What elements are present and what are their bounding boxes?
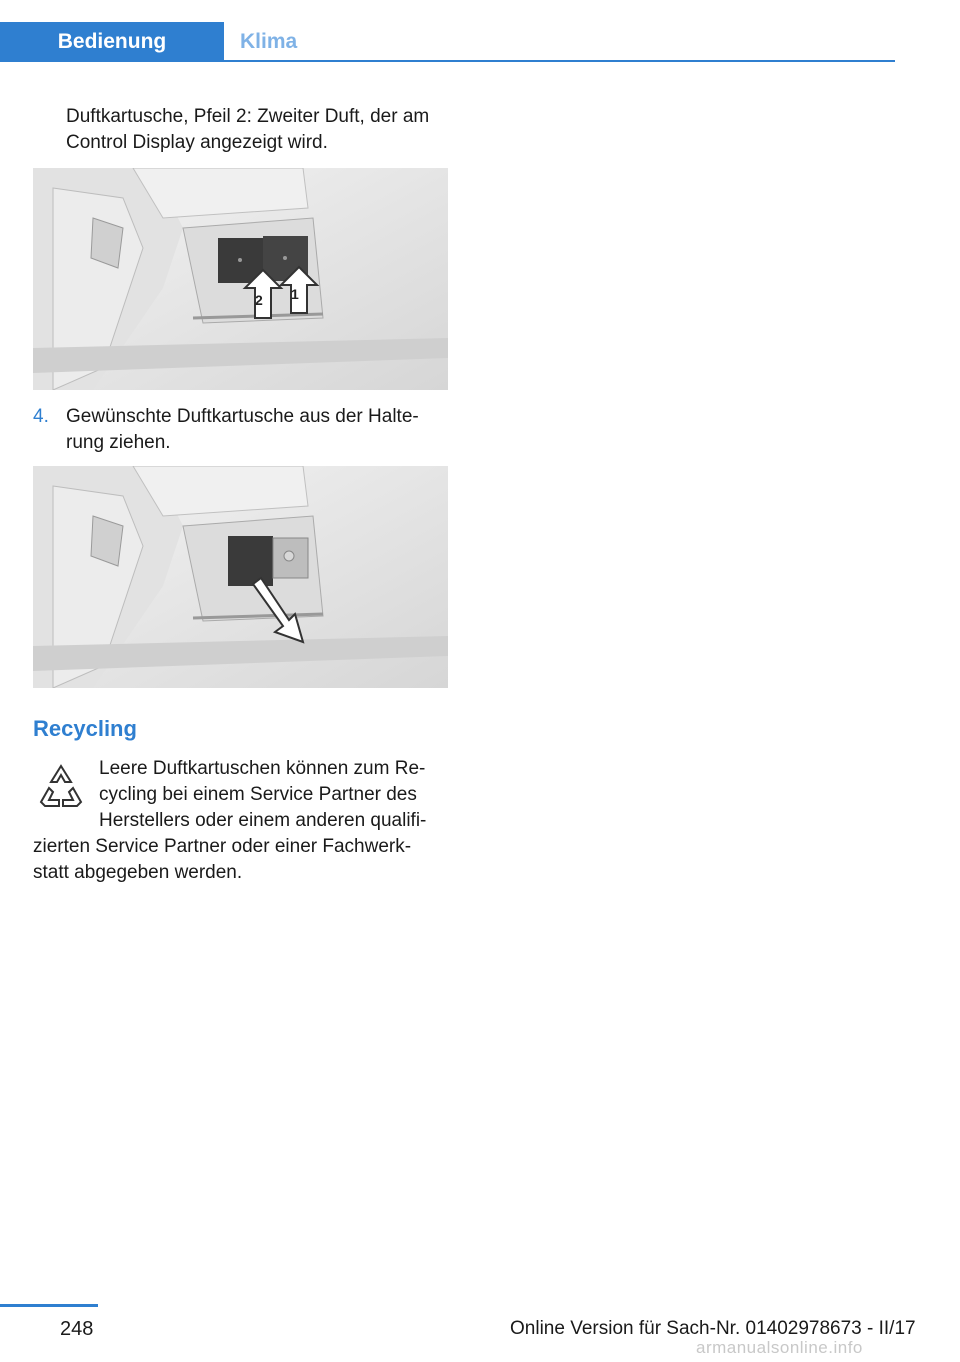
intro-line-1: Duftkartusche, Pfeil 2: Zweiter Duft, der am [66, 106, 430, 127]
step-number: 4. [33, 406, 49, 427]
page-number: 248 [60, 1318, 94, 1340]
step4-line-1: Gewünschte Duftkartusche aus der Halte- [66, 406, 419, 427]
intro-line-2: Control Display angezeigt wird. [66, 132, 328, 153]
header-divider [0, 60, 895, 62]
tab-bedienung[interactable]: Bedienung [0, 22, 224, 62]
watermark: armanualsonline.info [696, 1338, 863, 1357]
recycling-title: Recycling [33, 716, 137, 741]
recycling-line-5: statt abgegeben werden. [33, 862, 243, 883]
recycling-line-3: Herstellers oder einem anderen qualifi- [99, 810, 427, 831]
arrow-label-1: 1 [291, 286, 299, 302]
recycling-line-1: Leere Duftkartuschen können zum Re- [99, 758, 426, 779]
footer-divider [0, 1304, 98, 1307]
page-header [0, 0, 895, 62]
recycling-line-2: cycling bei einem Service Partner des [99, 784, 417, 805]
footer-version-text: Online Version für Sach-Nr. 01402978673 - II/17 [510, 1318, 916, 1339]
tab-klima[interactable]: Klima [240, 30, 298, 53]
step4-line-2: rung ziehen. [66, 432, 171, 453]
figure-cartridge-removal [33, 466, 448, 688]
figure-cartridge-arrows [33, 168, 448, 390]
arrow-label-2: 2 [255, 292, 263, 308]
recycle-icon [33, 760, 89, 816]
recycling-line-4: zierten Service Partner oder einer Fachwerk- [33, 836, 412, 857]
